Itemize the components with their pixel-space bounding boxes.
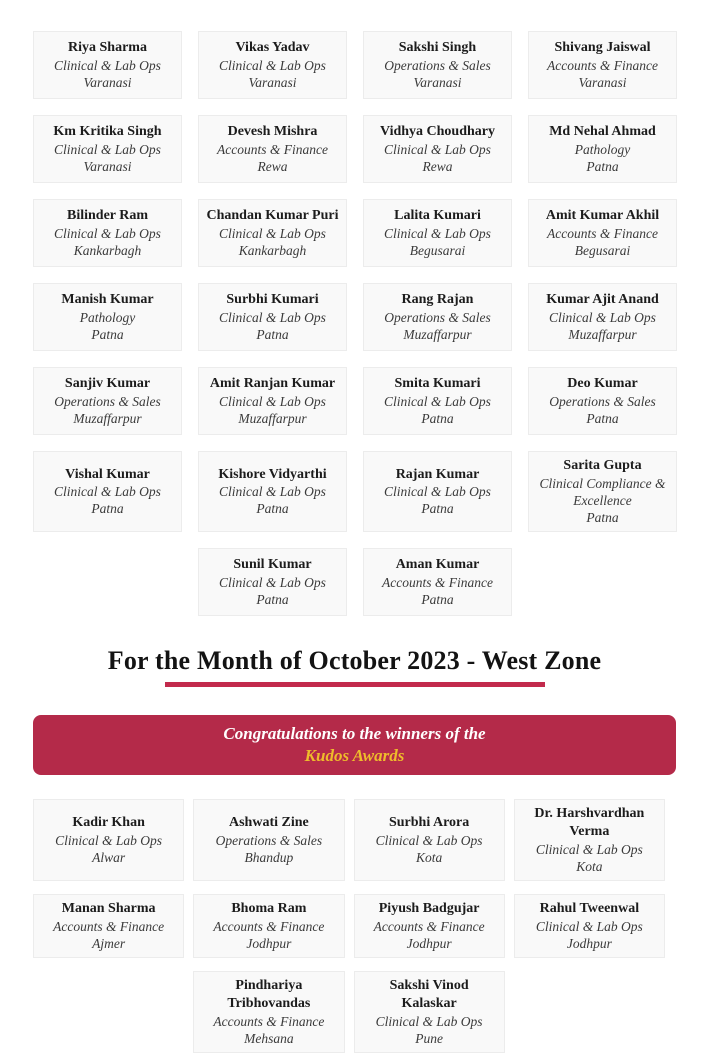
winners-grid-top (33, 31, 677, 616)
winner-card (354, 894, 505, 958)
winner-department: Clinical & Lab Ops (384, 484, 491, 500)
winner-card (363, 31, 512, 99)
winner-location: Pune (415, 1030, 443, 1046)
winner-department: Clinical & Lab Ops (384, 393, 491, 409)
winner-name: Lalita Kumari (394, 208, 481, 224)
winner-location: Patna (586, 158, 619, 174)
winner-card (528, 31, 677, 99)
winner-department: Pathology (574, 141, 631, 157)
winner-location: Kankarbagh (238, 242, 307, 258)
winner-name: Kishore Vidyarthi (218, 466, 327, 482)
winner-department: Accounts & Finance (373, 919, 485, 935)
winner-card (354, 799, 505, 881)
winner-card (198, 115, 347, 183)
winner-card (198, 548, 347, 616)
winner-department: Clinical & Lab Ops (375, 1013, 483, 1029)
winner-department: Pathology (79, 309, 136, 325)
winner-location: Begusarai (409, 242, 466, 258)
winner-card (198, 367, 347, 435)
winner-department: Clinical & Lab Ops (535, 919, 643, 935)
winner-name: Ashwati Zine (229, 815, 309, 831)
winner-location: Patna (421, 410, 454, 426)
winner-name: Deo Kumar (567, 376, 638, 392)
winner-card (33, 115, 182, 183)
heading-underline (165, 682, 545, 687)
winner-location: Alwar (92, 850, 126, 866)
winner-name: Sakshi Vinod Kalaskar (389, 978, 469, 1011)
winner-name: Md Nehal Ahmad (549, 124, 656, 140)
winner-name: Rajan Kumar (395, 466, 480, 482)
winner-department: Clinical & Lab Ops (375, 833, 483, 849)
winners-grid-bottom (33, 799, 665, 1053)
winner-department: Clinical & Lab Ops (54, 225, 161, 241)
winner-name: Kadir Khan (72, 815, 145, 831)
winner-department: Clinical & Lab Ops (54, 141, 161, 157)
winner-department: Accounts & Finance (213, 1013, 325, 1029)
winner-card (514, 894, 665, 958)
winner-location: Varanasi (248, 74, 297, 90)
winner-card (528, 283, 677, 351)
winner-location: Jodhpur (406, 936, 452, 952)
winner-name: Riya Sharma (68, 40, 147, 56)
winner-location: Patna (421, 501, 454, 517)
winner-card (198, 199, 347, 267)
winner-card (363, 548, 512, 616)
winner-name: Amit Kumar Akhil (545, 208, 660, 224)
winner-card (193, 799, 344, 881)
winner-location: Jodhpur (566, 936, 612, 952)
winner-name: Rahul Tweenwal (539, 901, 640, 917)
section-heading: For the Month of October 2023 - West Zone (107, 645, 602, 675)
winner-card (33, 451, 182, 532)
winner-department: Clinical & Lab Ops (535, 842, 643, 858)
winner-location: Muzaffarpur (73, 410, 142, 426)
winner-name: Devesh Mishra (227, 124, 318, 140)
winner-card (33, 31, 182, 99)
winner-location: Rewa (422, 158, 453, 174)
winner-department: Clinical & Lab Ops (55, 833, 163, 849)
winner-location: Varanasi (83, 158, 132, 174)
winner-name: Rang Rajan (401, 292, 474, 308)
winner-location: Varanasi (83, 74, 132, 90)
winner-name: Manan Sharma (61, 901, 156, 917)
winner-name: Sakshi Singh (398, 40, 477, 56)
winner-card (193, 894, 344, 958)
winner-name: Aman Kumar (395, 556, 480, 572)
winner-location: Patna (256, 591, 289, 607)
winner-name: Shivang Jaiswal (554, 40, 651, 56)
winner-location: Rewa (257, 158, 288, 174)
winner-department: Operations & Sales (54, 393, 161, 409)
winner-department: Clinical & Lab Ops (219, 57, 326, 73)
winner-name: Sarita Gupta (563, 458, 642, 473)
winner-department: Clinical & Lab Ops (219, 393, 326, 409)
winner-card (528, 367, 677, 435)
winner-department: Accounts & Finance (547, 57, 658, 73)
winner-name: Bhoma Ram (231, 901, 307, 917)
winner-card (354, 971, 505, 1053)
winner-location: Patna (256, 326, 289, 342)
winner-name: Surbhi Arora (388, 815, 470, 831)
winner-card (363, 367, 512, 435)
winner-location: Kota (576, 859, 603, 875)
winner-department: Accounts & Finance (547, 225, 658, 241)
winner-department: Clinical Compliance & Excellence (539, 475, 666, 508)
winner-location: Patna (586, 509, 619, 525)
winner-department: Clinical & Lab Ops (384, 141, 491, 157)
winner-department: Accounts & Finance (217, 141, 328, 157)
winner-card (198, 451, 347, 532)
winner-department: Clinical & Lab Ops (219, 309, 326, 325)
winner-name: Sanjiv Kumar (64, 376, 151, 392)
winner-name: Sunil Kumar (233, 556, 312, 572)
winner-location: Mehsana (244, 1030, 294, 1046)
winner-department: Clinical & Lab Ops (384, 225, 491, 241)
winner-department: Operations & Sales (384, 309, 491, 325)
winner-location: Muzaffarpur (238, 410, 307, 426)
winner-location: Patna (586, 410, 619, 426)
winner-name: Vishal Kumar (65, 466, 150, 482)
winner-department: Operations & Sales (215, 833, 323, 849)
winner-card (33, 283, 182, 351)
winner-name: Dr. Harshvardhan Verma (534, 806, 645, 840)
winner-card (33, 894, 184, 958)
winner-card (193, 971, 344, 1053)
winner-name: Km Kritika Singh (53, 124, 162, 140)
winner-location: Varanasi (413, 74, 462, 90)
winner-name: Bilinder Ram (66, 208, 149, 224)
winner-department: Clinical & Lab Ops (54, 57, 161, 73)
winner-name: Vikas Yadav (235, 40, 310, 56)
winner-department: Operations & Sales (549, 393, 656, 409)
winner-location: Muzaffarpur (403, 326, 472, 342)
winner-location: Muzaffarpur (568, 326, 637, 342)
winner-name: Kumar Ajit Anand (546, 292, 659, 308)
winner-location: Bhandup (244, 850, 294, 866)
winner-card (528, 115, 677, 183)
winner-name: Amit Ranjan Kumar (209, 376, 336, 392)
winner-name: Vidhya Choudhary (379, 124, 496, 140)
winner-location: Jodhpur (246, 936, 292, 952)
winner-location: Kankarbagh (73, 242, 142, 258)
winner-department: Accounts & Finance (213, 919, 325, 935)
winner-name: Pindhariya Tribhovandas (227, 978, 311, 1011)
winner-card (363, 451, 512, 532)
winner-location: Patna (421, 591, 454, 607)
winner-name: Chandan Kumar Puri (206, 208, 339, 224)
winner-location: Kota (415, 850, 443, 866)
banner-congrats-text: Congratulations to the winners of the (223, 723, 486, 743)
winner-department: Accounts & Finance (382, 574, 493, 590)
winner-card (528, 199, 677, 267)
winner-department: Clinical & Lab Ops (219, 484, 326, 500)
winner-location: Ajmer (92, 936, 126, 952)
winner-card (514, 799, 665, 881)
winner-card (33, 367, 182, 435)
winner-location: Patna (91, 326, 124, 342)
winner-card (198, 283, 347, 351)
winner-location: Patna (91, 501, 124, 517)
congrats-banner (33, 715, 676, 776)
winner-name: Manish Kumar (61, 292, 154, 308)
winner-name: Smita Kumari (394, 376, 481, 392)
winner-location: Begusarai (574, 242, 631, 258)
winner-card (363, 283, 512, 351)
winner-department: Clinical & Lab Ops (54, 484, 161, 500)
winner-location: Varanasi (578, 74, 627, 90)
winner-name: Piyush Badgujar (378, 901, 480, 917)
winner-department: Accounts & Finance (53, 919, 165, 935)
winner-department: Clinical & Lab Ops (549, 309, 656, 325)
winner-card (363, 199, 512, 267)
banner-kudos-awards-text: Kudos Awards (304, 746, 405, 766)
winner-location: Patna (256, 501, 289, 517)
winner-department: Clinical & Lab Ops (219, 574, 326, 590)
winner-card (33, 799, 184, 881)
winner-card (363, 115, 512, 183)
winner-department: Clinical & Lab Ops (219, 225, 326, 241)
winner-name: Surbhi Kumari (226, 292, 319, 308)
winner-department: Operations & Sales (384, 57, 491, 73)
winner-card (198, 31, 347, 99)
winner-card (33, 199, 182, 267)
winner-card (528, 451, 677, 532)
